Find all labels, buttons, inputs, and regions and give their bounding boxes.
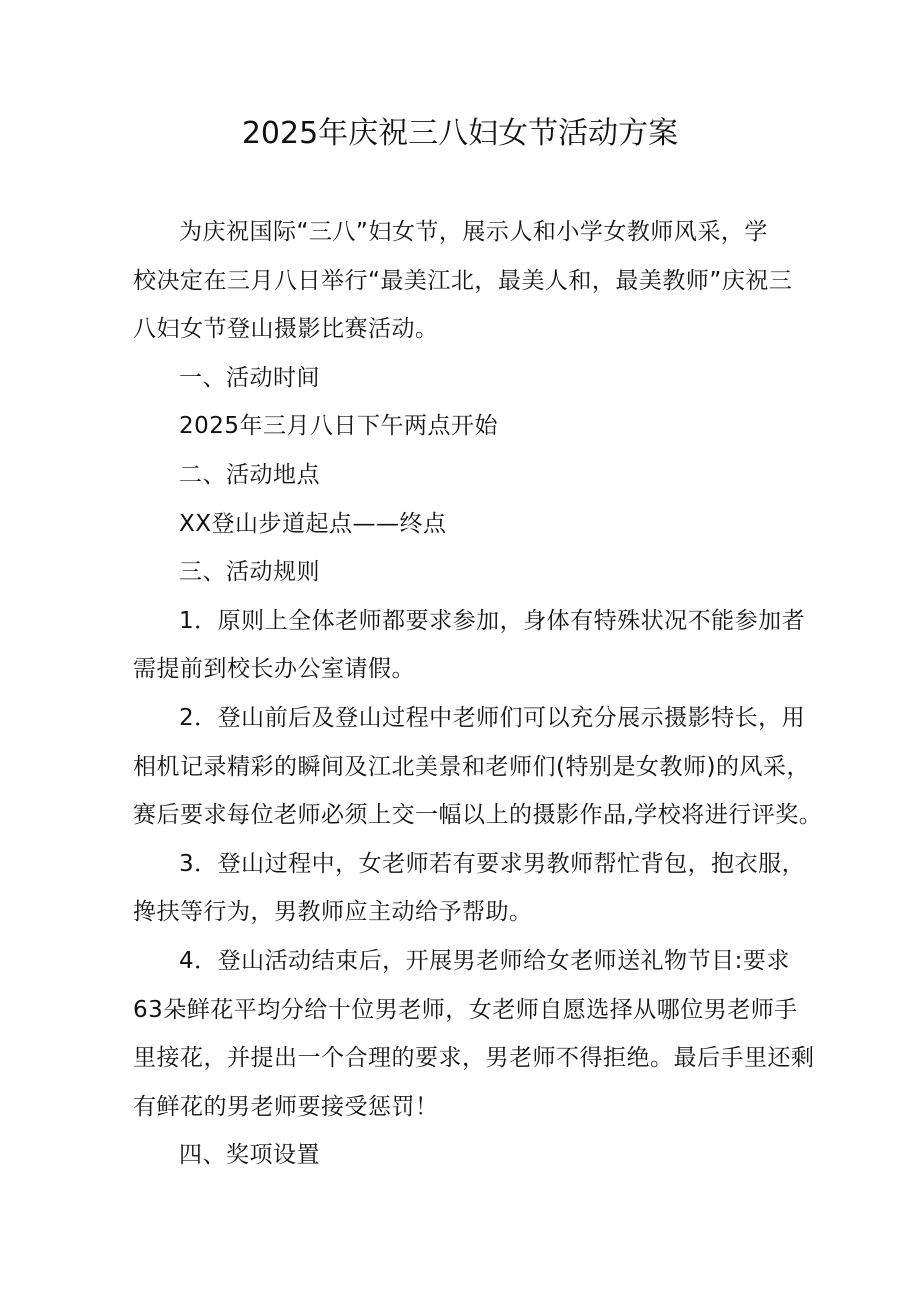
document-line: 需提前到校长办公室请假。 bbox=[133, 656, 415, 683]
document-line: 相机记录精彩的瞬间及江北美景和老师们(特别是女教师)的风采， bbox=[133, 753, 810, 780]
document-line: 一、活动时间 bbox=[179, 364, 320, 391]
document-line: 八妇女节登山摄影比赛活动。 bbox=[133, 316, 439, 343]
document-body bbox=[133, 208, 823, 1180]
document-title: 2025年庆祝三八妇女节活动方案 bbox=[241, 116, 679, 151]
document-line: 63朵鲜花平均分给十位男老师，女老师自愿选择从哪位男老师手 bbox=[133, 996, 798, 1023]
document-line: 搀扶等行为，男教师应主动给予帮助。 bbox=[133, 899, 533, 926]
document-line: 二、活动地点 bbox=[179, 461, 320, 488]
document-line: 2025年三月八日下午两点开始 bbox=[179, 413, 499, 440]
document-line: 校决定在三月八日举行“最美江北，最美人和，最美教师”庆祝三 bbox=[133, 267, 793, 294]
document-line: 2．登山前后及登山过程中老师们可以充分展示摄影特长，用 bbox=[179, 704, 806, 731]
document-line: 四、奖项设置 bbox=[179, 1142, 320, 1169]
document-line: 三、活动规则 bbox=[179, 559, 320, 586]
document-line: 赛后要求每位老师必须上交一幅以上的摄影作品,学校将进行评奖。 bbox=[133, 802, 823, 829]
document-line: 4．登山活动结束后，开展男老师给女老师送礼物节目:要求 bbox=[179, 947, 790, 974]
document-line: 有鲜花的男老师要接受惩罚！ bbox=[133, 1093, 439, 1120]
document-line: XX登山步道起点——终点 bbox=[179, 510, 447, 537]
document-line: 里接花，并提出一个合理的要求，男老师不得拒绝。最后手里还剩 bbox=[133, 1045, 815, 1072]
document-line: 1．原则上全体老师都要求参加，身体有特殊状况不能参加者 bbox=[179, 607, 806, 634]
document-line: 3．登山过程中，女老师若有要求男教师帮忙背包，抱衣服， bbox=[179, 850, 806, 877]
document-line: 为庆祝国际“三八”妇女节，展示人和小学女教师风采，学 bbox=[179, 219, 768, 245]
